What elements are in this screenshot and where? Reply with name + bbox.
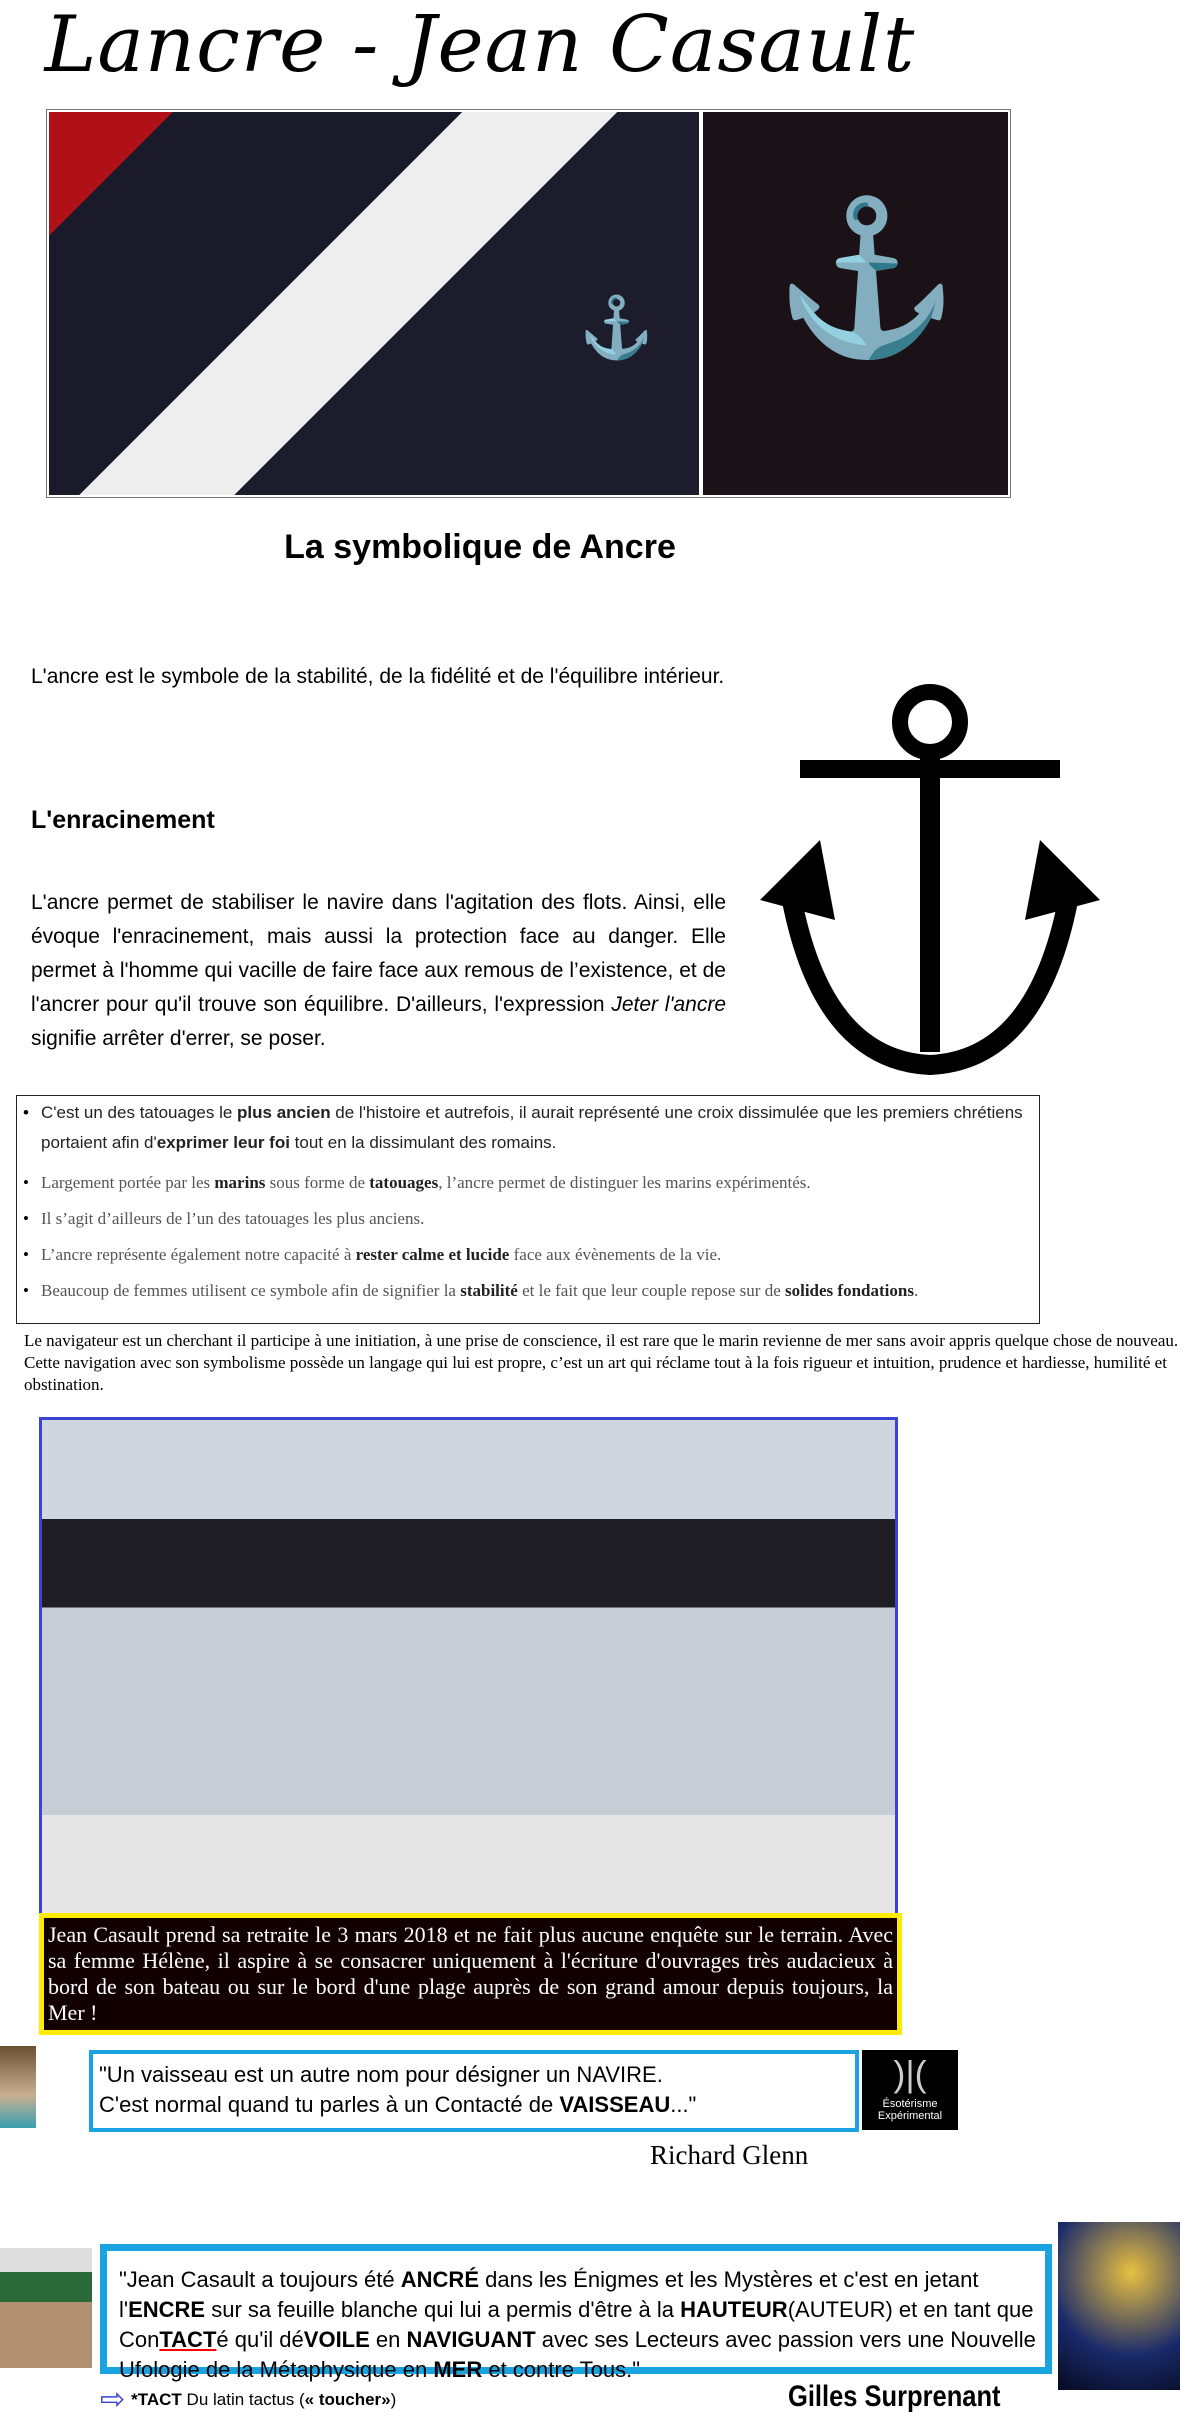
logo-symbol-icon: )|( bbox=[893, 2053, 927, 2094]
gilles-surprenant-avatar bbox=[0, 2248, 92, 2368]
boat-photo bbox=[39, 1417, 898, 1917]
footnote: ⇨ *TACT Du latin tactus (« toucher») bbox=[100, 2383, 397, 2416]
gilles-surprenant-quote: "Jean Casault a toujours été ANCRÉ dans les Énigmes et les Mystères et c'est en jetant l'ENCRE sur sa feuille blanche qui lui a permis d'être à la HAUTEUR(AUTEUR) et en tant que ConTACTé qu'il déVOILE en NAVIGUANT avec ses Lecteurs avec passion vers une Nouvelle Ufologie de la Métaphysique en MER et contre Tous." bbox=[100, 2244, 1052, 2374]
arrow-right-icon: ⇨ bbox=[100, 2383, 126, 2416]
list-item: • C'est un des tatouages le plus ancien de l'histoire et autrefois, il aurait représenté une croix dissimulée que les premiers chrétiens portaient afin d'exprimer leur foi tout en la dissimulant des romains. bbox=[41, 1096, 1039, 1158]
photo-caption: Jean Casault prend sa retraite le 3 mars 2018 et ne fait plus aucune enquête sur le terrain. Avec sa femme Hélène, il aspire à se consacrer uniquement à l'écriture d'ouvrages très audacieux à bord de son bateau ou sur le bord d'une plage auprès de son grand amour depuis toujours, la Mer ! bbox=[39, 1913, 902, 2035]
photo-strip bbox=[46, 109, 1011, 498]
quote-line: C'est normal quand tu parles à un Contacté de VAISSEAU..." bbox=[99, 2092, 697, 2117]
list-item: • Beaucoup de femmes utilisent ce symbole afin de signifier la stabilité et le fait que leur couple repose sur de solides fondations. bbox=[41, 1280, 1039, 1302]
anchor-pin-icon: ⚓ bbox=[579, 294, 654, 361]
richard-glenn-quote bbox=[89, 2050, 859, 2132]
expression: Jeter l'ancre bbox=[611, 993, 726, 1016]
anchor-pin-icon: ⚓ bbox=[773, 193, 960, 361]
list-item: • L’ancre représente également notre capacité à rester calme et lucide face aux évènements de la vie. bbox=[41, 1244, 1039, 1266]
esoterisme-logo: )|( Ésotérisme Expérimental bbox=[862, 2050, 958, 2130]
quote-line: "Un vaisseau est un autre nom pour désigner un NAVIRE. bbox=[99, 2062, 663, 2087]
richard-glenn-avatar bbox=[0, 2046, 36, 2128]
navigator-paragraph: Le navigateur est un cherchant il participe à une initiation, à une prise de conscience, il est rare que le marin revienne de mer sans avoir appris quelque chose de nouveau. Cette navigation avec son symbolisme possède un langage qui lui est propre, c’est un art qui réclame tout à la fois rigueur et intuition, prudence et hardiesse, humilité et obstination. bbox=[24, 1331, 1179, 1394]
tattoo-facts-box bbox=[16, 1095, 1040, 1324]
jacket-photo bbox=[49, 112, 699, 495]
subheading: L'enracinement bbox=[31, 806, 215, 834]
intro-paragraph: L'ancre est le symbole de la stabilité, de la fidélité et de l'équilibre intérieur. bbox=[31, 665, 725, 688]
list-item: • Largement portée par les marins sous forme de tatouages, l’ancre permet de distinguer les marins expérimentés. bbox=[41, 1172, 1039, 1194]
list-item: • Il s’agit d’ailleurs de l’un des tatouages les plus anciens. bbox=[41, 1208, 1039, 1230]
text: signifie arrêter d'errer, se poser. bbox=[31, 1027, 326, 1050]
section-title: La symbolique de Ancre bbox=[284, 528, 676, 566]
text: L'ancre permet de stabiliser le navire dans l'agitation des flots. Ainsi, elle évoque l'enracinement, mais aussi la protection face au danger. Elle permet à l'homme qui vacille de faire face aux remous de l’existence, et de l'ancrer pour qu'il trouve son équilibre. D'ailleurs, l'expression bbox=[31, 891, 726, 1016]
page-title: Lancre - Jean Casault bbox=[44, 0, 916, 90]
richard-glenn-signature: Richard Glenn bbox=[650, 2140, 809, 2170]
enracinement-paragraph bbox=[31, 886, 726, 1056]
ship-fantasy-image bbox=[1058, 2222, 1180, 2390]
gilles-surprenant-signature: Gilles Surprenant bbox=[788, 2380, 1001, 2413]
anchor-pin-closeup bbox=[703, 112, 1008, 495]
anchor-icon bbox=[760, 680, 1100, 1080]
